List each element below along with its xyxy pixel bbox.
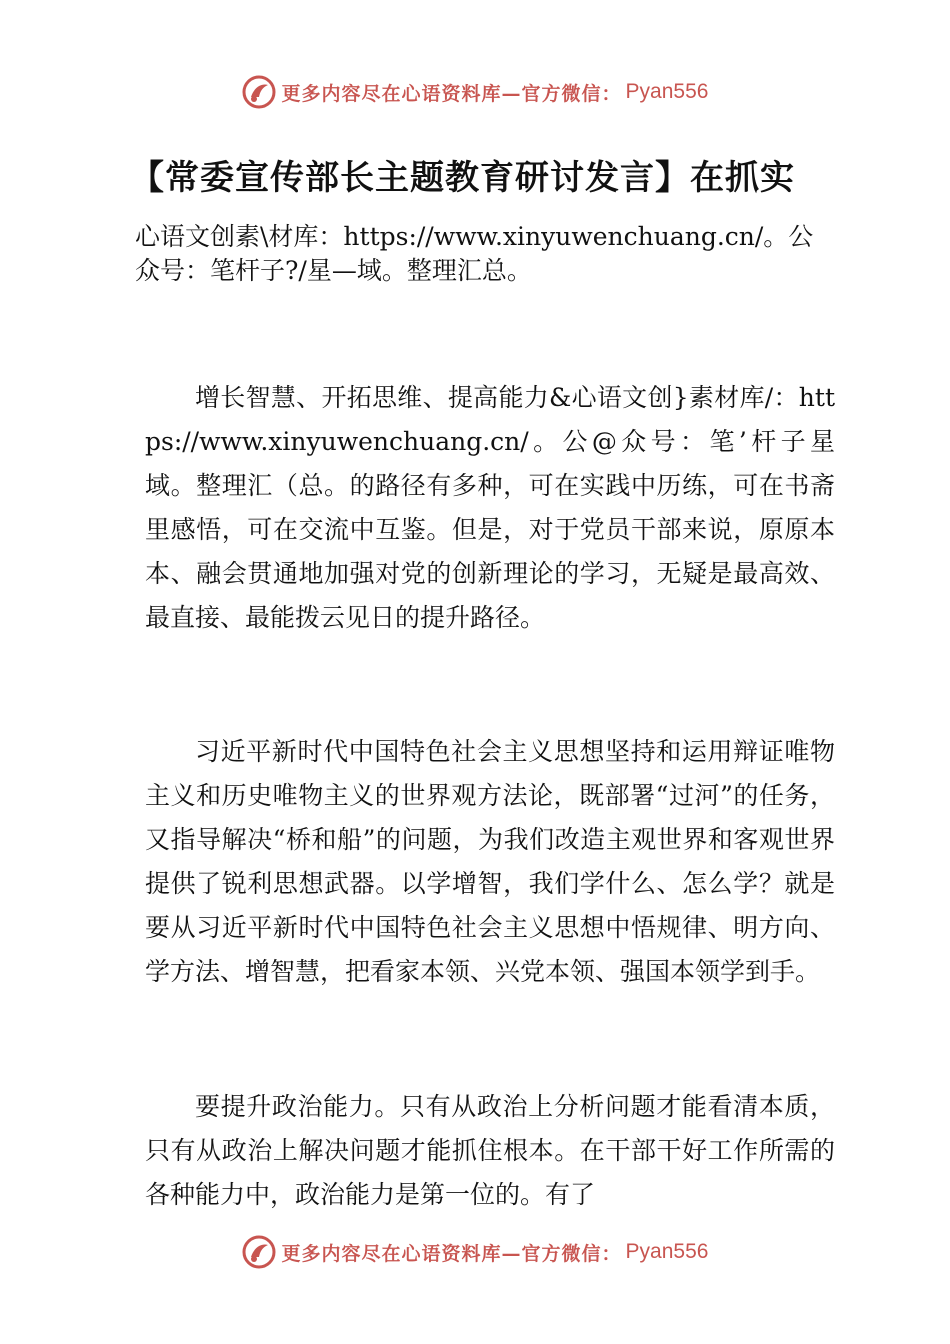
paragraph-3: 要提升政治能力。只有从政治上分析问题才能看清本质，只有从政治上解决问题才能抓住根本。在干部干好工作所需的各种能力中，政治能力是第一位的。有了 [145,1092,835,1209]
banner-text: 更多内容尽在心语资料库—官方微信： [281,1242,622,1265]
paragraph-1: 增长智慧、开拓思维、提高能力&心语文创}素材库/：https://www.xinyuwenchuang.cn/。公@众号：笔’杆子星域。整理汇（总。的路径有多种，可在实践中历练，可在书斋里感悟，可在交流中互鉴。但是，对于党员干部来说，原原本本、融会贯通地加强对党的创新理论的学习，无疑是最高效、最直接、最能拨云见日的提升路径。 [145,383,835,632]
document-title: 【常委宣传部长主题教育研讨发言】在抓实 [130,158,795,198]
phoenix-logo-icon [242,75,276,109]
banner-text: 更多内容尽在心语资料库—官方微信： [281,82,622,105]
banner-wechat-id: Pyan556 [625,80,709,103]
source-note: 心语文创素\材库：https://www.xinyuwenchuang.cn/。公众号：笔杆子?/星—域。整理汇总。 [135,222,814,285]
header-banner [0,70,950,114]
footer-banner [0,1230,950,1274]
phoenix-logo-icon [242,1235,276,1269]
paragraph-2: 习近平新时代中国特色社会主义思想坚持和运用辩证唯物主义和历史唯物主义的世界观方法论，既部署“过河”的任务，又指导解决“桥和船”的问题，为我们改造主观世界和客观世界提供了锐利思想武器。以学增智，我们学什么、怎么学？就是要从习近平新时代中国特色社会主义思想中悟规律、明方向、学方法、增智慧，把看家本领、兴党本领、强国本领学到手。 [145,737,835,986]
banner-wechat-id: Pyan556 [625,1240,709,1263]
